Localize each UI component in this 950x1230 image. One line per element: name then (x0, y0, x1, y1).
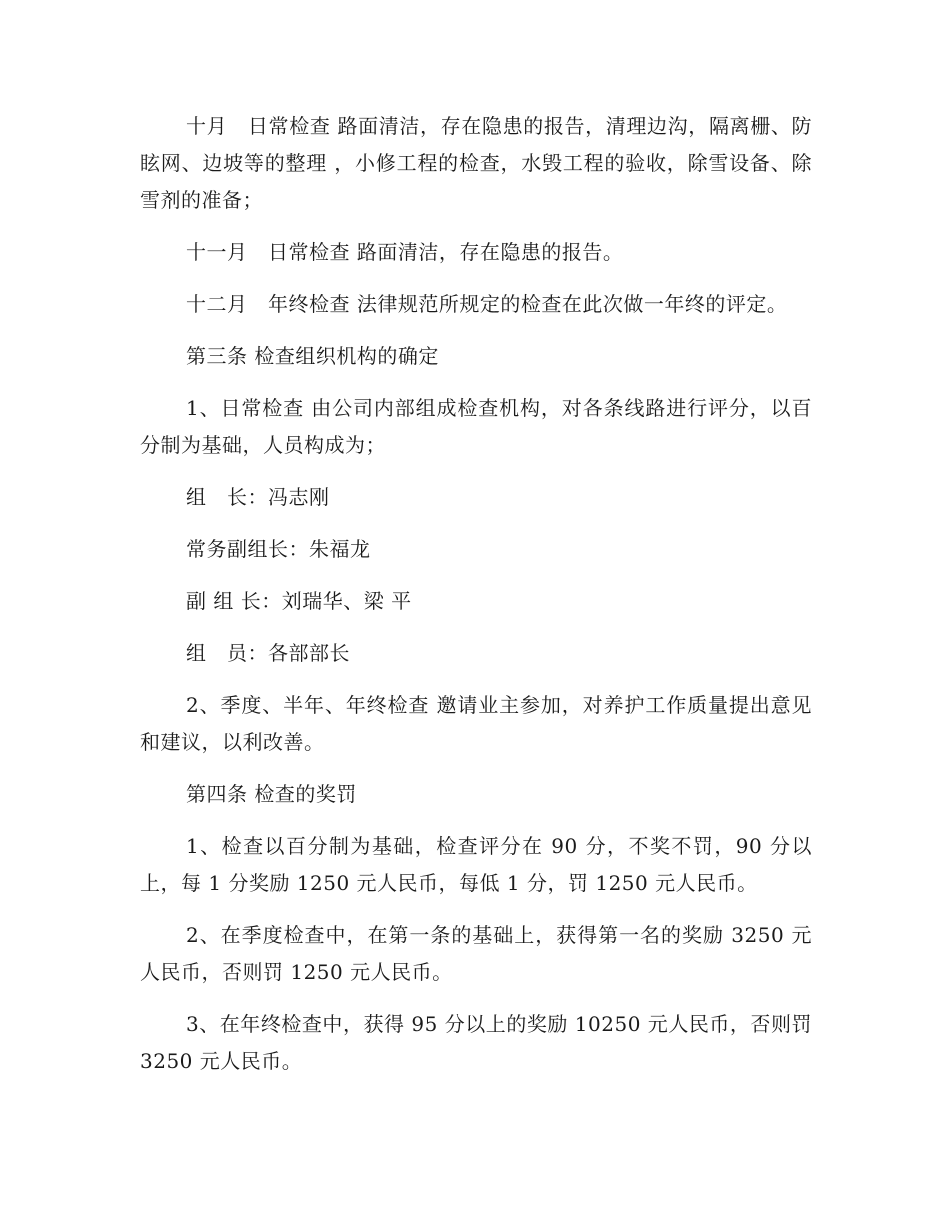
executive-deputy-leader-line: 常务副组长：朱福龙 (186, 537, 371, 561)
reward-rule-2: 2、在季度检查中，在第一条的基础上，获得第一名的奖励 3250 元人民币，否则罚 1250 元人民币。 (140, 923, 812, 984)
paragraph-october: 十月 日常检查 路面清洁，存在隐患的报告，清理边沟，隔离栅、防眩网、边坡等的整理 ，小修工程的检查，水毁工程的验收，除雪设备、除雪剂的准备； (140, 114, 812, 212)
reward-rule-1: 1、检查以百分制为基础，检查评分在 90 分，不奖不罚，90 分以上，每 1 分奖励 1250 元人民币，每低 1 分，罚 1250 元人民币。 (140, 834, 812, 895)
team-members-line: 组 员：各部部长 (186, 641, 350, 665)
document-page (140, 108, 812, 1095)
article-4-heading: 第四条 检查的奖罚 (186, 782, 357, 806)
paragraph-daily-inspection: 1、日常检查 由公司内部组成检查机构，对各条线路进行评分，以百分制为基础，人员构成为； (140, 396, 812, 457)
deputy-leader-line: 副 组 长：刘瑞华、梁 平 (186, 589, 412, 613)
article-3-heading: 第三条 检查组织机构的确定 (186, 344, 439, 368)
team-leader-line: 组 长：冯志刚 (186, 485, 330, 509)
paragraph-periodic-inspection: 2、季度、半年、年终检查 邀请业主参加，对养护工作质量提出意见和建议，以利改善。 (140, 693, 812, 754)
paragraph-november: 十一月 日常检查 路面清洁，存在隐患的报告。 (186, 240, 624, 264)
paragraph-december: 十二月 年终检查 法律规范所规定的检查在此次做一年终的评定。 (186, 292, 788, 316)
reward-rule-3: 3、在年终检查中，获得 95 分以上的奖励 10250 元人民币，否则罚 3250 元人民币。 (140, 1012, 812, 1073)
